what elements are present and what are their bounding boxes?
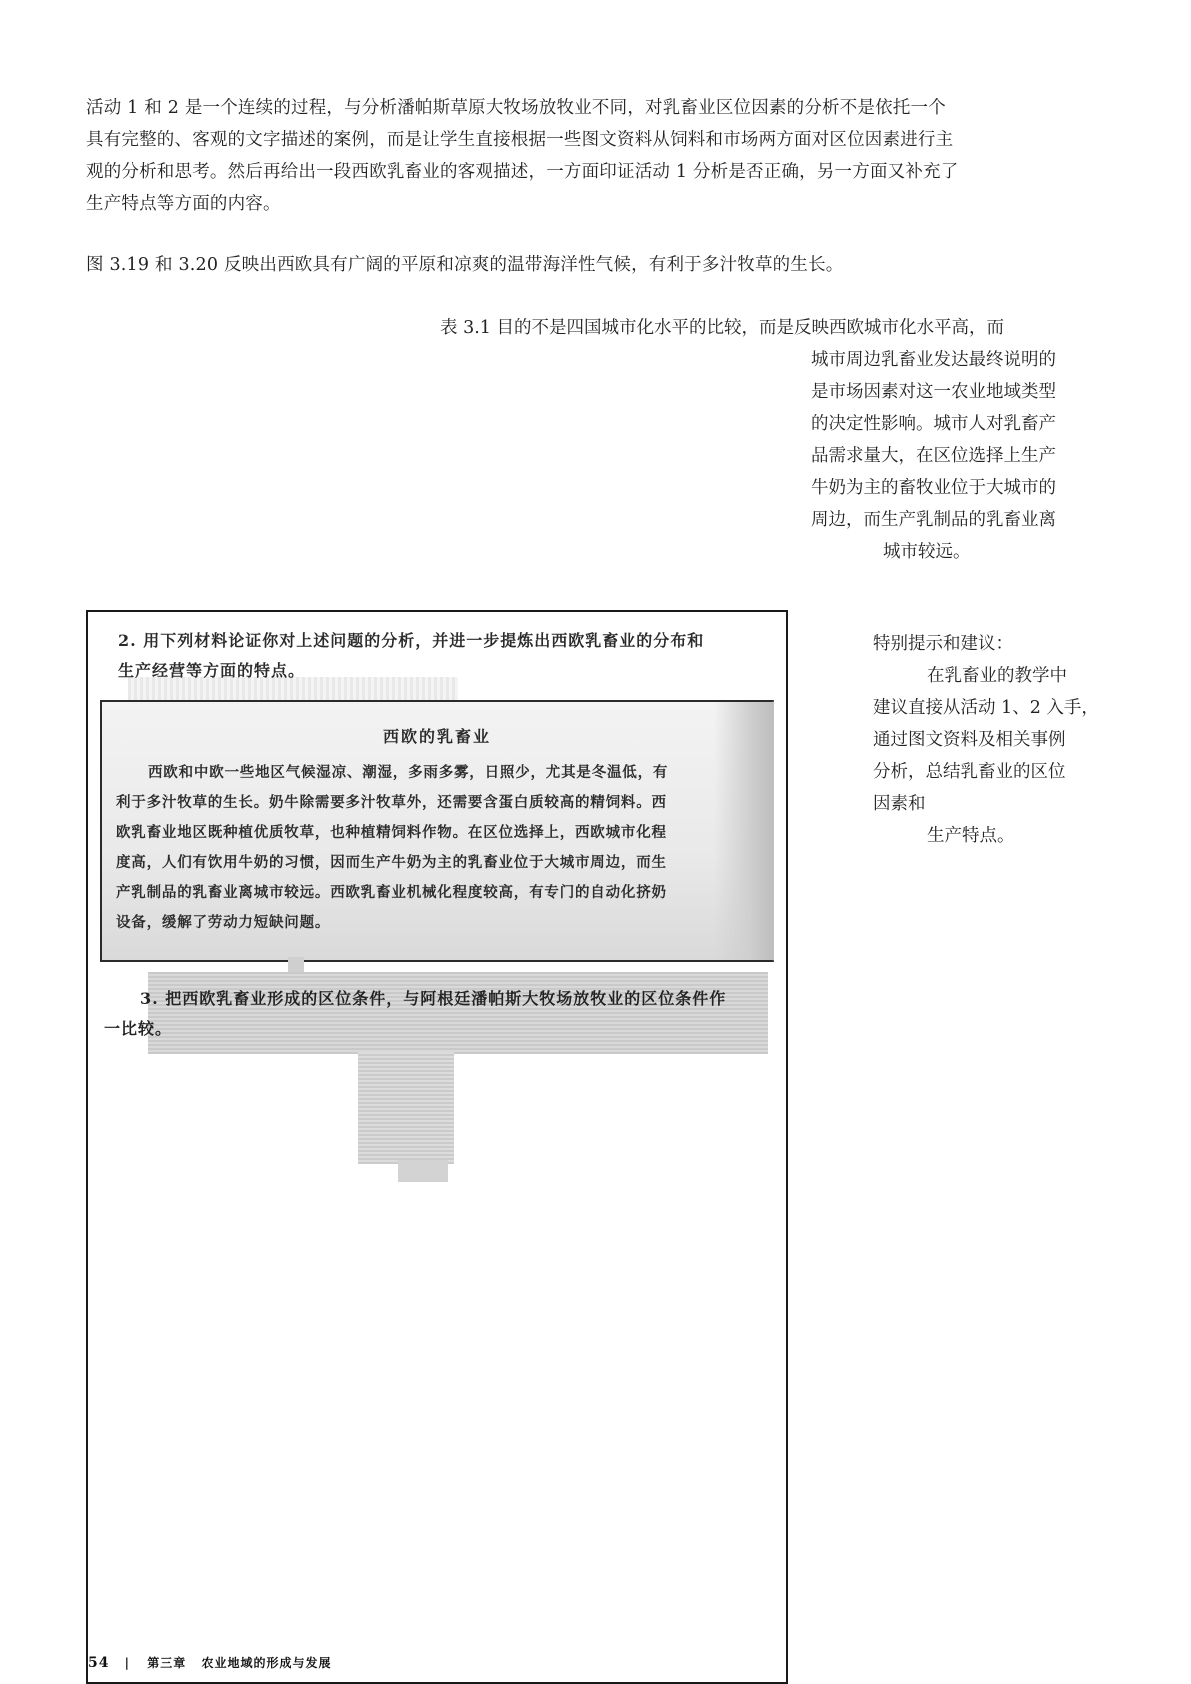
tip-line: 因素和 bbox=[873, 794, 926, 814]
box-line: 产乳制品的乳畜业离城市较远。西欧乳畜业机械化程度较高，有专门的自动化挤奶 bbox=[116, 884, 667, 901]
table-note-line: 牛奶为主的畜牧业位于大城市的 bbox=[811, 478, 1056, 498]
tip-line: 建议直接从活动 1、2 入手， bbox=[873, 698, 1099, 718]
tip-line: 在乳畜业的教学中 bbox=[927, 666, 1067, 686]
chapter-title: 农业地域的形成与发展 bbox=[201, 1656, 332, 1670]
table-note-column bbox=[811, 344, 1111, 568]
reading-material-box bbox=[100, 700, 774, 962]
table-note-first-line: 表 3.1 目的不是四国城市化水平的比较，而是反映西欧城市化水平高，而 bbox=[440, 318, 1004, 338]
table-note-line: 品需求量大，在区位选择上生产 bbox=[811, 446, 1056, 466]
question-line: 3. 把西欧乳畜业形成的区位条件，与阿根廷潘帕斯大牧场放牧业的区位条件作 bbox=[140, 989, 727, 1008]
footer-separator: | bbox=[124, 1656, 131, 1670]
teaching-tip bbox=[873, 628, 1133, 852]
body-paragraph-activity-analysis bbox=[86, 92, 1106, 220]
question-line: 生产经营等方面的特点。 bbox=[118, 661, 306, 680]
question-3 bbox=[104, 984, 764, 1044]
table-note-line: 城市较远。 bbox=[883, 542, 971, 562]
box-title: 西欧的乳畜业 bbox=[382, 727, 491, 746]
scan-footer bbox=[88, 1654, 331, 1671]
tip-heading: 特别提示和建议： bbox=[873, 634, 1013, 654]
box-line: 西欧和中欧一些地区气候湿凉、潮湿，多雨多雾，日照少，尤其是冬温低，有 bbox=[148, 764, 669, 781]
body-paragraph-figure-note: 图 3.19 和 3.20 反映出西欧具有广阔的平原和凉爽的温带海洋性气候，有利于多汁牧草的生长。 bbox=[86, 255, 844, 275]
question-line: 2. 用下列材料论证你对上述问题的分析，并进一步提炼出西欧乳畜业的分布和 bbox=[118, 631, 705, 650]
box-line: 设备，缓解了劳动力短缺问题。 bbox=[116, 914, 331, 931]
box-line: 利于多汁牧草的生长。奶牛除需要多汁牧草外，还需要含蛋白质较高的精饲料。西 bbox=[116, 794, 667, 811]
tip-line: 通过图文资料及相关事例 bbox=[873, 730, 1066, 750]
box-line: 欧乳畜业地区既种植优质牧草，也种植精饲料作物。在区位选择上，西欧城市化程 bbox=[116, 824, 667, 841]
box-line: 度高，人们有饮用牛奶的习惯，因而生产牛奶为主的乳畜业位于大城市周边，而生 bbox=[116, 854, 667, 871]
paragraph-line: 生产特点等方面的内容。 bbox=[86, 194, 281, 214]
table-note-line: 的决定性影响。城市人对乳畜产 bbox=[811, 414, 1056, 434]
table-note-line: 城市周边乳畜业发达最终说明的 bbox=[811, 350, 1056, 370]
paragraph-line: 具有完整的、客观的文字描述的案例，而是让学生直接根据一些图文资料从饲料和市场两方面对区位因素进行主 bbox=[86, 130, 954, 150]
paragraph-line: 观的分析和思考。然后再给出一段西欧乳畜业的客观描述，一方面印证活动 1 分析是否正确，另一方面又补充了 bbox=[86, 162, 959, 182]
scan-shading bbox=[358, 1052, 454, 1164]
page-number: 54 bbox=[88, 1655, 110, 1671]
scan-shading bbox=[398, 1160, 448, 1182]
question-2 bbox=[118, 626, 778, 686]
table-note-line: 是市场因素对这一农业地域类型 bbox=[811, 382, 1056, 402]
question-line: 一比较。 bbox=[104, 1019, 173, 1038]
scanned-textbook-excerpt bbox=[86, 610, 788, 1684]
table-note-line: 周边，而生产乳制品的乳畜业离 bbox=[811, 510, 1056, 530]
tip-line: 分析，总结乳畜业的区位 bbox=[873, 762, 1066, 782]
box-text bbox=[116, 758, 756, 938]
chapter-number: 第三章 bbox=[147, 1656, 187, 1670]
tip-line: 生产特点。 bbox=[927, 826, 1015, 846]
paragraph-line: 活动 1 和 2 是一个连续的过程，与分析潘帕斯草原大牧场放牧业不同，对乳畜业区位因素的分析不是依托一个 bbox=[86, 98, 946, 118]
